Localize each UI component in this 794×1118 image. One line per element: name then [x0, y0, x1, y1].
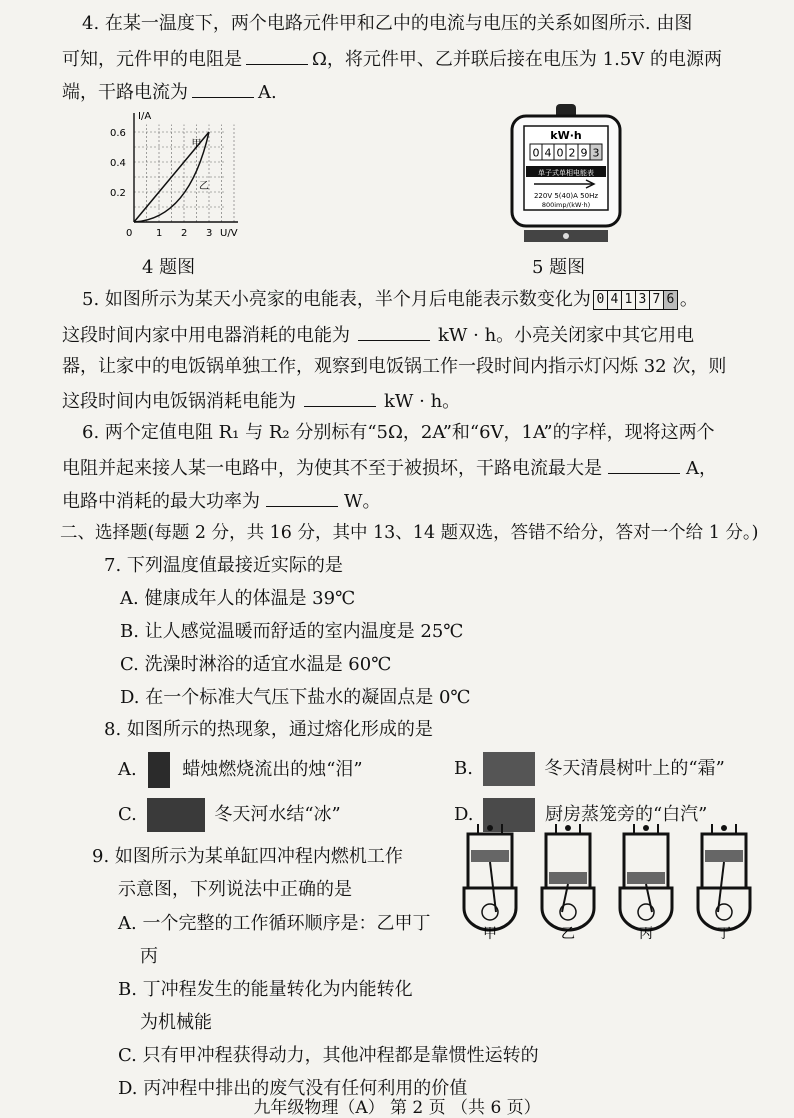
x-tick-label: 1 — [156, 228, 163, 239]
fig4-chart — [108, 110, 268, 240]
spark-plug — [721, 825, 727, 831]
q6-line1: 6. 两个定值电阻 R₁ 与 R₂ 分别标有“5Ω，2A”和“6V，1A”的字样，现将这两个 — [82, 422, 715, 443]
fig5-meter — [506, 104, 626, 244]
q8-option-a[interactable] — [118, 752, 363, 788]
crankcase — [542, 888, 594, 930]
fig5-reading — [530, 144, 602, 160]
piston — [627, 872, 665, 884]
q8-option-c-letter: C. — [118, 804, 137, 825]
q6-line2-text-b: A， — [686, 458, 717, 479]
q5-line2-text-a: 这段时间内家中用电器消耗的电能为 — [62, 325, 350, 346]
q5-line1 — [82, 288, 698, 312]
q8-option-b[interactable] — [454, 752, 725, 786]
q5-line3: 器，让家中的电饭锅单独工作，观察到电饭锅工作一段时间内指示灯闪烁 32 次，则 — [62, 356, 727, 377]
q6-line3-text-b: W。 — [344, 491, 381, 512]
q9-line1: 9. 如图所示为某单缸四冲程内燃机工作 — [92, 846, 403, 867]
reading-digit: 1 — [622, 291, 636, 309]
engine-strokes-figure — [460, 820, 760, 940]
q8-option-a-letter: A. — [118, 759, 137, 780]
q9-option-c[interactable]: C. 只有甲冲程获得动力，其他冲程都是靠惯性运转的 — [118, 1045, 539, 1066]
crankcase — [620, 888, 672, 930]
q9-option-b[interactable]: B. 丁冲程发生的能量转化为内能转化 — [118, 979, 413, 1000]
q4-line2-text-a: 可知，元件甲的电阻是 — [62, 49, 242, 70]
q5-line2-text-b: kW · h。小亮关闭家中其它用电 — [438, 325, 695, 346]
q5-line1-text-a: 5. 如图所示为某天小亮家的电能表，半个月后电能表示数变化为 — [82, 289, 591, 310]
fig5-spec1: 220V 5(40)A 50Hz — [533, 192, 599, 200]
meter-digit: 4 — [544, 146, 552, 160]
q5-line4-text-b: kW · h。 — [384, 391, 461, 412]
meter-digit: 2 — [568, 146, 576, 160]
piston — [549, 872, 587, 884]
q8-option-c[interactable] — [118, 798, 341, 832]
piston — [471, 850, 509, 862]
q9-option-b-cont: 为机械能 — [140, 1012, 212, 1033]
q7-option-a[interactable]: A. 健康成年人的体温是 39℃ — [120, 588, 356, 609]
q4-line3 — [62, 79, 277, 105]
fig5-label: 单子式单相电能表 — [538, 169, 594, 177]
y-tick-label: 0.6 — [110, 128, 126, 139]
q5-line4-text-a: 这段时间内电饭锅消耗电能为 — [62, 391, 296, 412]
stroke-label: 甲 — [483, 926, 497, 940]
page-footer: 九年级物理（A） 第 2 页 （共 6 页） — [253, 1098, 541, 1118]
x-tick-label: 2 — [181, 228, 188, 239]
q4-line2-text-b: Ω，将元件甲、乙并联后接在电压为 1.5V 的电源两 — [312, 49, 722, 70]
q9-option-a-cont: 丙 — [140, 946, 158, 967]
q8-stem: 8. 如图所示的热现象，通过熔化形成的是 — [104, 719, 433, 740]
reading-digit: 0 — [594, 291, 608, 309]
section2-heading: 二、选择题(每题 2 分，共 16 分，其中 13、14 题双选，答错不给分，答对一个给 1 分。) — [60, 523, 759, 543]
engine-stroke-3 — [620, 824, 672, 940]
q8-option-b-text: 冬天清晨树叶上的“霜” — [544, 758, 725, 779]
origin-label: 0 — [126, 228, 133, 239]
stroke-label: 丁 — [717, 926, 731, 940]
candle-image — [148, 752, 170, 788]
q5-line4 — [62, 388, 460, 414]
q9-line2: 示意图，下列说法中正确的是 — [118, 879, 352, 900]
q4-blank-current[interactable] — [192, 79, 254, 98]
q5-blank-energy[interactable] — [358, 322, 430, 341]
river-ice-image — [147, 798, 205, 832]
y-axis-label: I/A — [138, 111, 152, 122]
spark-plug — [487, 825, 493, 831]
spark-plug — [565, 825, 571, 831]
piston — [705, 850, 743, 862]
reading-digit: 6 — [664, 291, 677, 309]
series-b-label: 乙 — [199, 181, 209, 192]
q5-line1-text-b: 。 — [679, 289, 698, 310]
engine-stroke-1 — [464, 824, 516, 940]
x-axis-label: U/V — [220, 228, 238, 239]
fig5-unit: kW·h — [550, 129, 582, 142]
engine-stroke-2 — [542, 824, 594, 940]
reading-digit: 3 — [636, 291, 650, 309]
engine-stroke-4 — [698, 824, 750, 940]
q4-blank-resistance[interactable] — [246, 46, 308, 65]
q9-option-d[interactable]: D. 丙冲程中排出的废气没有任何利用的价值 — [118, 1078, 468, 1099]
q8-option-b-letter: B. — [454, 758, 473, 779]
reading-digit: 4 — [608, 291, 622, 309]
q7-stem: 7. 下列温度值最接近实际的是 — [104, 555, 343, 576]
q4-line3-text-b: A. — [258, 82, 277, 103]
q5-new-reading — [593, 290, 678, 310]
q7-option-d[interactable]: D. 在一个标准大气压下盐水的凝固点是 0℃ — [120, 687, 471, 708]
crankcase — [698, 888, 750, 930]
q8-option-c-text: 冬天河水结“冰” — [214, 804, 341, 825]
y-tick-label: 0.2 — [110, 188, 126, 199]
fig5-caption: 5 题图 — [532, 257, 586, 278]
q6-line2 — [62, 455, 717, 481]
reading-digit: 7 — [650, 291, 664, 309]
meter-digit: 0 — [556, 146, 564, 160]
spark-plug — [643, 825, 649, 831]
q9-option-a[interactable]: A. 一个完整的工作循环顺序是：乙甲丁 — [118, 913, 431, 934]
q6-blank-max-current[interactable] — [608, 455, 680, 474]
meter-digit: 9 — [580, 146, 588, 160]
fig5-spec2: 800imp/(kW·h) — [541, 201, 591, 209]
x-tick-label: 3 — [206, 228, 213, 239]
crankcase — [464, 888, 516, 930]
frost-leaf-image — [483, 752, 535, 786]
q6-line3 — [62, 488, 381, 514]
q7-option-c[interactable]: C. 洗澡时淋浴的适宜水温是 60℃ — [120, 654, 392, 675]
q6-blank-max-power[interactable] — [266, 488, 338, 507]
q5-line2 — [62, 322, 694, 348]
q4-line2 — [62, 46, 722, 72]
meter-digit: 3 — [592, 146, 600, 160]
series-a-label: 甲 — [191, 139, 202, 150]
q8-option-d-text: 厨房蒸笼旁的“白汽” — [544, 804, 708, 825]
q6-line2-text-a: 电阻并起来接人某一电路中，为使其不至于被损坏，干路电流最大是 — [62, 458, 602, 479]
q5-blank-cooker-energy[interactable] — [304, 388, 376, 407]
stroke-label: 乙 — [561, 926, 575, 940]
q4-line3-text-a: 端，干路电流为 — [62, 82, 188, 103]
stroke-label: 丙 — [639, 926, 653, 940]
q8-option-d-letter: D. — [454, 804, 474, 825]
q8-option-a-text: 蜡烛燃烧流出的烛“泪” — [182, 759, 363, 780]
fig4-caption: 4 题图 — [142, 257, 196, 278]
q7-option-b[interactable]: B. 让人感觉温暖而舒适的室内温度是 25℃ — [120, 621, 464, 642]
meter-digit: 0 — [532, 146, 540, 160]
q4-line1: 4. 在某一温度下，两个电路元件甲和乙中的电流与电压的关系如图所示. 由图 — [82, 13, 693, 34]
q6-line3-text-a: 电路中消耗的最大功率为 — [62, 491, 260, 512]
y-tick-label: 0.4 — [110, 158, 126, 169]
